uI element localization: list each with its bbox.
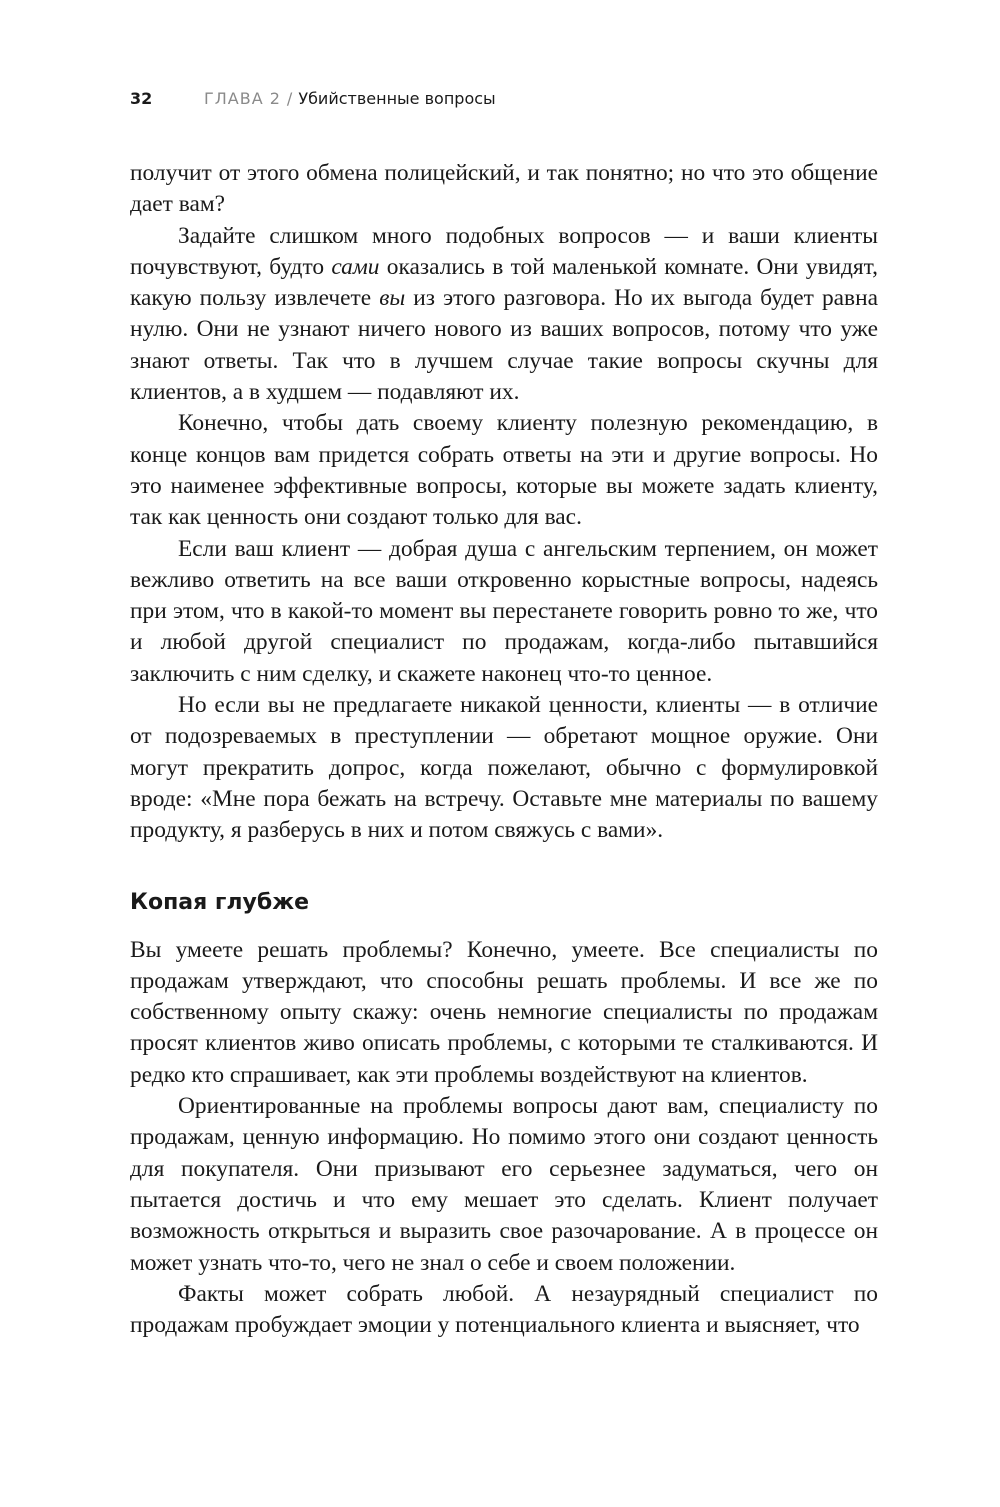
paragraph: Вы умеете решать проблемы? Конечно, умеете. Все специалисты по продажам утверждают, что способны решать проблемы. И все же по собственному опыту скажу: очень немногие специалисты по продажам просят клиентов живо описать проблемы, с которыми те сталкиваются. И редко кто спрашивает, как эти проблемы воздействуют на клиентов. [130,936,878,1088]
page-number: 32 [130,89,153,108]
paragraph: Факты может собрать любой. А незаурядный специалист по продажам пробуждает эмоции у потенциального клиента и выясняет, что [130,1280,878,1339]
emphasis-text: вы [379,285,406,312]
section-heading: Копая глубже [130,889,310,915]
chapter-label: ГЛАВА 2 [204,89,281,108]
paragraph: получит от этого обмена полицейский, и так понятно; но что это общение дает вам? [130,160,878,218]
header-separator: / [286,89,293,108]
paragraph [130,221,878,409]
paragraph-text: из этого разговора. Но их выгода будет равна нулю. Они не узнают ничего нового из ваших вопросов, потому что уже знают ответы. Так что в лучшем случае такие вопросы скучны для клиентов, а в худшем — подавляют их. [130,285,878,406]
running-head [130,88,878,110]
paragraph-text: Задайте слишком много подобных вопросов — и ваши клиенты почувствуют, будто [130,222,878,280]
emphasis-text: сами [331,253,380,280]
body-text [130,158,878,1341]
paragraph-text: оказались в той маленькой комнате. Они увидят, какую пользу извлечете [130,253,878,312]
paragraph: Конечно, чтобы дать своему клиенту полезную рекомендацию, в конце концов вам придется собрать ответы на эти и другие вопросы. Но это наименее эффективные вопросы, которые вы можете задать клиенту, так как ценность они создают только для вас. [130,410,878,531]
paragraph: Но если вы не предлагаете никакой ценности, клиенты — в отличие от подозреваемых в преступлении — обретают мощное оружие. Они могут прекратить допрос, когда пожелают, обычно с формулировкой вроде: «Мне пора бежать на встречу. Оставьте мне материалы по вашему продукту, я разберусь в них и потом свяжусь с вами». [130,692,878,844]
paragraph: Если ваш клиент — добрая душа с ангельским терпением, он может вежливо ответить на все ваши откровенно корыстные вопросы, надеясь при этом, что в какой-то момент вы перестанете говорить ровно то же, что и любой другой специалист по продажам, когда-либо пытавшийся заключить с ним сделку, и скажете наконец что-то ценное. [130,535,878,687]
paragraph: Ориентированные на проблемы вопросы дают вам, специалисту по продажам, ценную информацию. Но помимо этого они создают ценность для покупателя. Они призывают его серьезнее задуматься, чего он пытается достичь и что ему мешает это сделать. Клиент получает возможность открыться и выразить свое разочарование. А в процессе он может узнать что-то, чего не знал о себе и своем положении. [130,1093,878,1276]
chapter-title: Убийственные вопросы [298,89,496,108]
